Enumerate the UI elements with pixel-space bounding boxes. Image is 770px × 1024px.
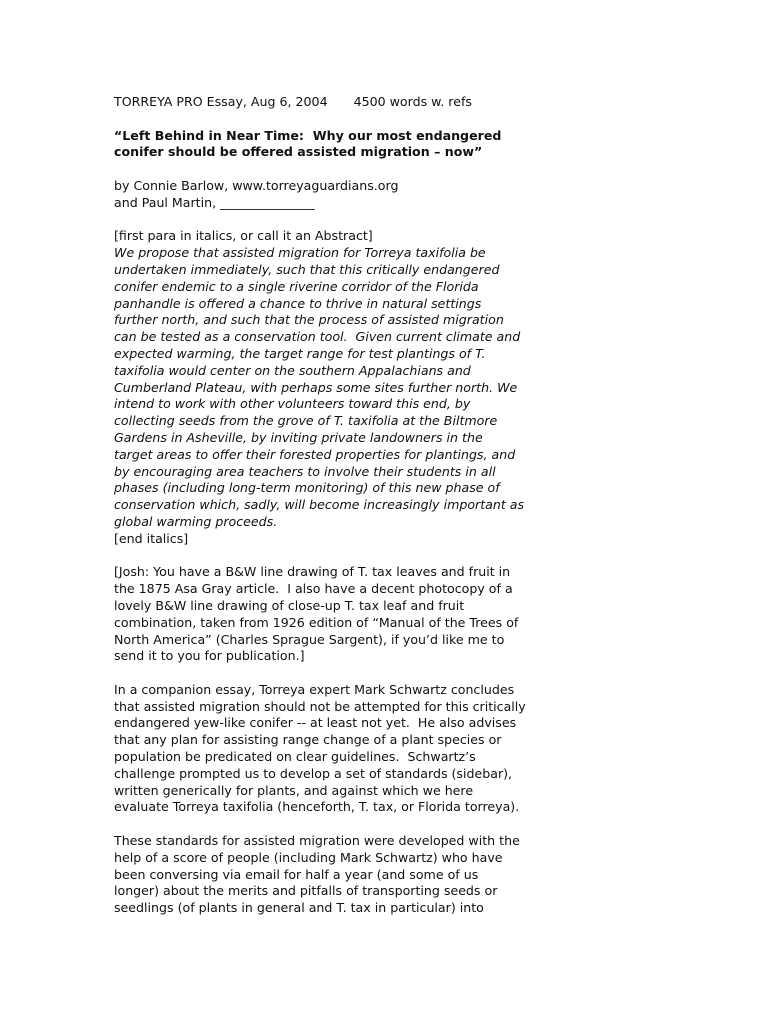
byline xyxy=(114,178,574,212)
note-line: combination, taken from 1926 edition of “Manual of the Trees of xyxy=(114,614,519,630)
abstract-line: global warming proceeds. xyxy=(114,513,278,529)
byline-line: by Connie Barlow, www.torreyaguardians.org xyxy=(114,177,399,193)
essay-header xyxy=(114,94,574,111)
paragraph-line: evaluate Torreya taxifolia (henceforth, T. tax, or Florida torreya). xyxy=(114,799,520,815)
abstract-line: can be tested as a conservation tool. Given current climate and xyxy=(114,329,521,345)
paragraph-line: longer) about the merits and pitfalls of transporting seeds or xyxy=(114,883,498,899)
abstract-line: intend to work with other volunteers toward this end, by xyxy=(114,396,471,412)
document-page xyxy=(114,94,574,917)
paragraph-line: endangered yew-like conifer -- at least not yet. He also advises xyxy=(114,715,517,731)
abstract-line: conifer endemic to a single riverine corridor of the Florida xyxy=(114,278,479,294)
paragraph-line: that assisted migration should not be attempted for this critically xyxy=(114,698,526,714)
abstract-line: Cumberland Plateau, with perhaps some sites further north. We xyxy=(114,379,518,395)
abstract-line: target areas to offer their forested properties for plantings, and xyxy=(114,446,516,462)
note-line: the 1875 Asa Gray article. I also have a decent photocopy of a xyxy=(114,581,513,597)
paragraph-line: been conversing via email for half a year (and some of us xyxy=(114,866,479,882)
title-line: “Left Behind in Near Time: Why our most endangered xyxy=(114,127,502,143)
abstract-line: We propose that assisted migration for Torreya taxifolia be xyxy=(114,245,486,261)
byline-line: and Paul Martin, _______________ xyxy=(114,194,315,210)
paragraph-line: help of a score of people (including Mark Schwartz) who have xyxy=(114,849,503,865)
abstract-line: undertaken immediately, such that this critically endangered xyxy=(114,261,500,277)
paragraph-line: that any plan for assisting range change of a plant species or xyxy=(114,732,502,748)
abstract-line: panhandle is offered a chance to thrive in natural settings xyxy=(114,295,482,311)
abstract-note-open: [first para in italics, or call it an Abstract] xyxy=(114,228,373,244)
abstract-note-close: [end italics] xyxy=(114,530,189,546)
abstract-line: expected warming, the target range for test plantings of T. xyxy=(114,345,486,361)
note-line: send it to you for publication.] xyxy=(114,648,305,664)
abstract-line: phases (including long-term monitoring) of this new phase of xyxy=(114,480,500,496)
note-line: lovely B&W line drawing of close-up T. tax leaf and fruit xyxy=(114,597,465,613)
abstract-line: conservation which, sadly, will become increasingly important as xyxy=(114,497,525,513)
abstract-line: further north, and such that the process of assisted migration xyxy=(114,312,504,328)
header-left: TORREYA PRO Essay, Aug 6, 2004 xyxy=(114,94,328,109)
paragraph-line: These standards for assisted migration were developed with the xyxy=(114,833,520,849)
paragraph-line: seedlings (of plants in general and T. tax in particular) into xyxy=(114,900,484,916)
abstract-body xyxy=(114,245,574,531)
abstract-line: collecting seeds from the grove of T. taxifolia at the Biltmore xyxy=(114,413,498,429)
abstract-section xyxy=(114,228,574,547)
paragraph-line: population be predicated on clear guidelines. Schwartz’s xyxy=(114,749,476,765)
editor-note xyxy=(114,564,574,665)
header-right: 4500 words w. refs xyxy=(353,94,472,109)
paragraph-standards xyxy=(114,833,574,917)
note-line: North America” (Charles Sprague Sargent), if you’d like me to xyxy=(114,631,505,647)
note-line: [Josh: You have a B&W line drawing of T. tax leaves and fruit in xyxy=(114,564,511,580)
abstract-line: taxifolia would center on the southern Appalachians and xyxy=(114,362,471,378)
paragraph-line: In a companion essay, Torreya expert Mark Schwartz concludes xyxy=(114,681,515,697)
paragraph-line: written generically for plants, and against which we here xyxy=(114,782,474,798)
paragraph-line: challenge prompted us to develop a set of standards (sidebar), xyxy=(114,765,513,781)
paragraph-companion-essay xyxy=(114,682,574,816)
abstract-line: by encouraging area teachers to involve their students in all xyxy=(114,463,496,479)
essay-title xyxy=(114,128,574,162)
title-line: conifer should be offered assisted migration – now” xyxy=(114,144,483,160)
abstract-line: Gardens in Asheville, by inviting private landowners in the xyxy=(114,429,483,445)
